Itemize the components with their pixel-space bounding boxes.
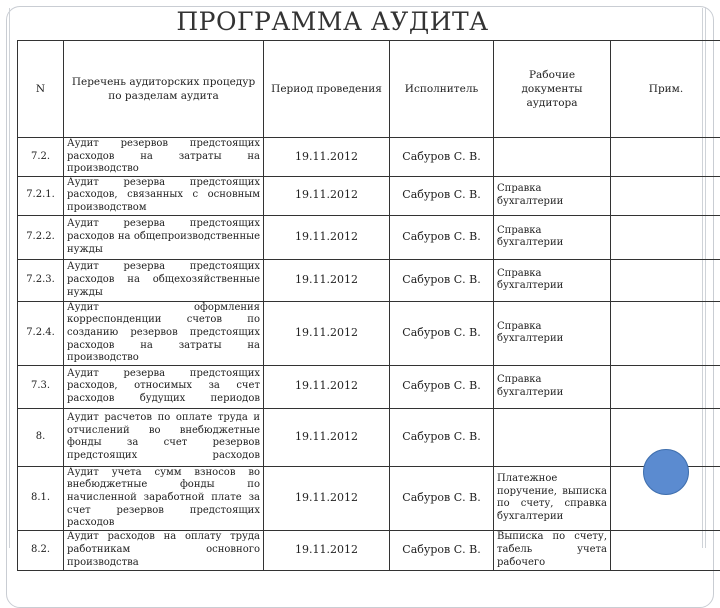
row-period: 19.11.2012: [264, 259, 390, 301]
row-docs: [494, 408, 611, 466]
row-number: 8.: [18, 408, 64, 466]
header-row: [18, 41, 720, 138]
header-notes: Прим.: [611, 41, 720, 138]
row-period: 19.11.2012: [264, 466, 390, 530]
row-number: 7.2.2.: [18, 215, 64, 259]
row-procedure: Аудит резерва предстоящих расходов, относимых за счет расходов будущих периодов: [64, 365, 264, 408]
header-executor: Исполнитель: [390, 41, 494, 138]
row-procedure: Аудит резерва предстоящих расходов, связанных с основным производством: [64, 176, 264, 215]
row-procedure: Аудит оформления корреспонденции счетов по созданию резервов предстоящих расходов на затраты на производство: [64, 301, 264, 365]
row-executor: Сабуров С. В.: [390, 408, 494, 466]
row-docs: Выписка по счету, табель учета рабочего: [494, 530, 611, 570]
row-docs: Справка бухгалтерии: [494, 215, 611, 259]
row-procedure: Аудит резерва предстоящих расходов на общепроизводственные нужды: [64, 215, 264, 259]
table-row: [18, 138, 720, 177]
row-number: 7.2.1.: [18, 176, 64, 215]
row-notes: [611, 301, 720, 365]
table-row: [18, 365, 720, 408]
row-number: 8.1.: [18, 466, 64, 530]
table-row: [18, 215, 720, 259]
row-docs: Справка бухгалтерии: [494, 259, 611, 301]
slide-title: ПРОГРАММА АУДИТА: [0, 7, 665, 36]
row-executor: Сабуров С. В.: [390, 138, 494, 177]
slide-decoration-circle: [643, 449, 689, 495]
frame-line-left: [9, 8, 10, 548]
header-procedures: Перечень аудиторских процедур по разделам аудита: [64, 41, 264, 138]
audit-program-table: [17, 40, 720, 571]
row-period: 19.11.2012: [264, 176, 390, 215]
row-period: 19.11.2012: [264, 530, 390, 570]
row-executor: Сабуров С. В.: [390, 259, 494, 301]
header-period: Период проведения: [264, 41, 390, 138]
row-period: 19.11.2012: [264, 138, 390, 177]
row-procedure: Аудит резервов предстоящих расходов на затраты на производство: [64, 138, 264, 177]
table-row: [18, 408, 720, 466]
row-number: 7.2.: [18, 138, 64, 177]
table-row: [18, 530, 720, 570]
row-docs: [494, 138, 611, 177]
row-number: 7.2.3.: [18, 259, 64, 301]
row-docs: Справка бухгалтерии: [494, 365, 611, 408]
row-notes: [611, 215, 720, 259]
row-notes: [611, 138, 720, 177]
row-period: 19.11.2012: [264, 215, 390, 259]
table-row: [18, 301, 720, 365]
table-row: [18, 259, 720, 301]
row-period: 19.11.2012: [264, 365, 390, 408]
row-executor: Сабуров С. В.: [390, 301, 494, 365]
row-notes: [611, 259, 720, 301]
row-executor: Сабуров С. В.: [390, 215, 494, 259]
table-row: [18, 466, 720, 530]
table-row: [18, 176, 720, 215]
row-notes: [611, 365, 720, 408]
row-docs: Платежное поручение, выписка по счету, справка бухгалтерии: [494, 466, 611, 530]
row-procedure: Аудит резерва предстоящих расходов на общехозяйственные нужды: [64, 259, 264, 301]
row-docs: Справка бухгалтерии: [494, 176, 611, 215]
row-number: 8.2.: [18, 530, 64, 570]
row-number: 7.3.: [18, 365, 64, 408]
header-docs: Рабочие документы аудитора: [494, 41, 611, 138]
row-executor: Сабуров С. В.: [390, 365, 494, 408]
row-procedure: Аудит учета сумм взносов во внебюджетные фонды по начисленной заработной плате за счет резервов предстоящих расходов: [64, 466, 264, 530]
row-executor: Сабуров С. В.: [390, 530, 494, 570]
row-procedure: Аудит расчетов по оплате труда и отчислений во внебюджетные фонды за счет резервов предстоящих расходов: [64, 408, 264, 466]
row-procedure: Аудит расходов на оплату труда работникам основного производства: [64, 530, 264, 570]
header-num: N: [18, 41, 64, 138]
row-executor: Сабуров С. В.: [390, 176, 494, 215]
row-executor: Сабуров С. В.: [390, 466, 494, 530]
row-docs: Справка бухгалтерии: [494, 301, 611, 365]
row-notes: [611, 176, 720, 215]
row-period: 19.11.2012: [264, 408, 390, 466]
row-notes: [611, 530, 720, 570]
row-period: 19.11.2012: [264, 301, 390, 365]
row-number: 7.2.4.: [18, 301, 64, 365]
